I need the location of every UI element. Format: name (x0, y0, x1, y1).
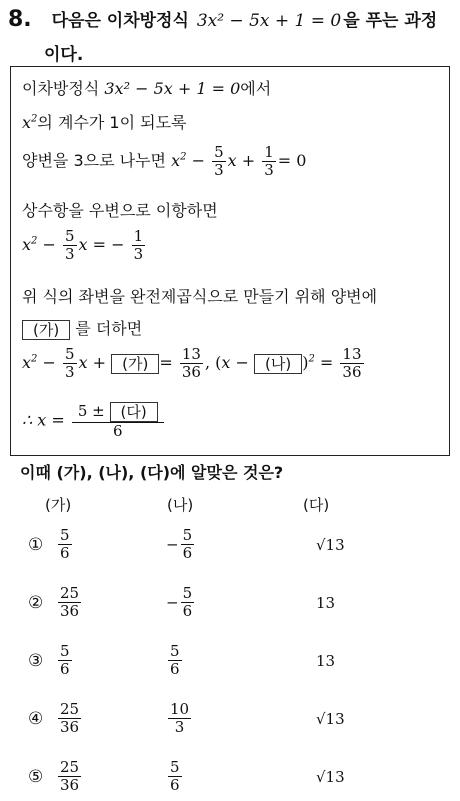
option-ga-value (56, 585, 83, 620)
fraction: $\frac{5}{6}$ (182, 526, 193, 562)
fraction: $\frac{5}{3}$ (214, 143, 224, 179)
therefore: ∴ x = (22, 410, 65, 430)
option-da-value: 13 (316, 652, 336, 670)
option-na-value (166, 759, 184, 794)
option-ga-value (56, 643, 74, 678)
box-line-6: 위 식의 좌변을 완전제곱식으로 만들기 위해 양변에 (22, 287, 378, 306)
box-line-5 (22, 228, 147, 263)
blank-c: (다) (110, 402, 158, 422)
fraction: $\frac{5}{6}$ (60, 526, 70, 562)
option-da-value: 13 (316, 594, 336, 612)
question-text-2: 이다. (44, 45, 84, 65)
fraction: $\frac{1}{3}$ (133, 227, 144, 263)
option-ga-value (56, 759, 83, 794)
option-na-value (166, 527, 196, 562)
box-line-7-tail: 를 더하면 (75, 319, 143, 338)
minus-sign: − (166, 535, 179, 554)
option-ga-value (56, 701, 83, 736)
question-text-1: 다음은 이차방정식 (51, 11, 189, 31)
fraction: $\frac{13}{36}$ (342, 345, 362, 381)
plus-minus: 5 ± (77, 402, 105, 420)
blank-b: (나) (254, 354, 302, 374)
box-line-8 (22, 346, 366, 381)
fraction: $\frac{25}{36}$ (60, 700, 80, 736)
option-row[interactable] (0, 757, 460, 801)
blank-a: (가) (111, 354, 159, 374)
fraction: $\frac{25}{36}$ (60, 584, 80, 620)
option-na-value (166, 643, 184, 678)
header-da: (다) (303, 496, 330, 514)
option-na-value (166, 701, 193, 736)
box-line-7 (22, 316, 142, 340)
box-line-3-text: 양변을 3으로 나누면 (22, 151, 166, 170)
fraction: $\frac{13}{36}$ (181, 345, 201, 381)
fraction: $\frac{5}{3}$ (64, 227, 75, 263)
box-line-3 (22, 144, 306, 179)
option-row[interactable] (0, 583, 460, 627)
box-line-1-text: 이차방정식 (22, 79, 100, 98)
box-line-4: 상수항을 우변으로 이항하면 (22, 201, 218, 220)
box-line-1-tail: 에서 (240, 79, 272, 98)
fraction: $\frac{5}{3}$ (64, 345, 75, 381)
fraction: $\frac{10}{3}$ (170, 700, 190, 736)
header-ga: (가) (45, 496, 72, 514)
box-line-1 (22, 76, 271, 99)
box-line-8-eq: $x^2$ − $\frac{5}{3}$ x + (가) = $\frac{13}{36}$ , (x − (나) )$^2$ = $\frac{13}{36}$ (22, 345, 362, 381)
box-line-2 (22, 110, 187, 133)
option-da-value: √13 (316, 536, 345, 554)
blank-a: (가) (22, 320, 70, 340)
option-row[interactable] (0, 641, 460, 685)
box-line-1-eq: 3x² − 5x + 1 = 0 (104, 79, 241, 98)
option-number: ③ (28, 651, 44, 671)
fraction: $\frac{5}{6}$ (170, 642, 180, 678)
option-da-value: √13 (316, 768, 345, 786)
x-squared: $x^2$ (22, 113, 38, 132)
question-equation: 3x² − 5x + 1 = 0 (196, 11, 342, 31)
choice-prompt: 이때 (가), (나), (다)에 알맞은 것은? (20, 463, 284, 482)
fraction: $\frac{5}{6}$ (182, 584, 193, 620)
question-text-1-tail: 을 푸는 과정 (343, 11, 438, 31)
header-na: (나) (167, 496, 194, 514)
fraction: $\frac{5}{6}$ (60, 642, 70, 678)
minus-sign: − (166, 593, 179, 612)
option-row[interactable] (0, 525, 460, 569)
question-header (8, 6, 458, 32)
fraction: $\frac{5}{6}$ (170, 758, 180, 794)
option-row[interactable] (0, 699, 460, 743)
option-number: ① (28, 535, 44, 555)
question-number: 8. (8, 7, 32, 32)
box-line-3-eq: $x^2$ − $\frac{5}{3}$ x + $\frac{1}{3}$ = 0 (171, 143, 307, 179)
option-da-value: √13 (316, 710, 345, 728)
fraction: $\frac{1}{3}$ (264, 143, 274, 179)
box-line-9 (22, 402, 166, 440)
option-ga-value (56, 527, 74, 562)
option-number: ④ (28, 709, 44, 729)
fraction: $\frac{\text{5 ± (다)}}{6}$ (72, 402, 164, 440)
box-line-5-eq: $x^2$ − $\frac{5}{3}$ x = − $\frac{1}{3}$ (22, 227, 144, 263)
option-na-value (166, 585, 196, 620)
option-number: ② (28, 593, 44, 613)
fraction: $\frac{25}{36}$ (60, 758, 80, 794)
box-line-2-text: 의 계수가 1이 되도록 (37, 113, 187, 132)
option-number: ⑤ (28, 767, 44, 787)
